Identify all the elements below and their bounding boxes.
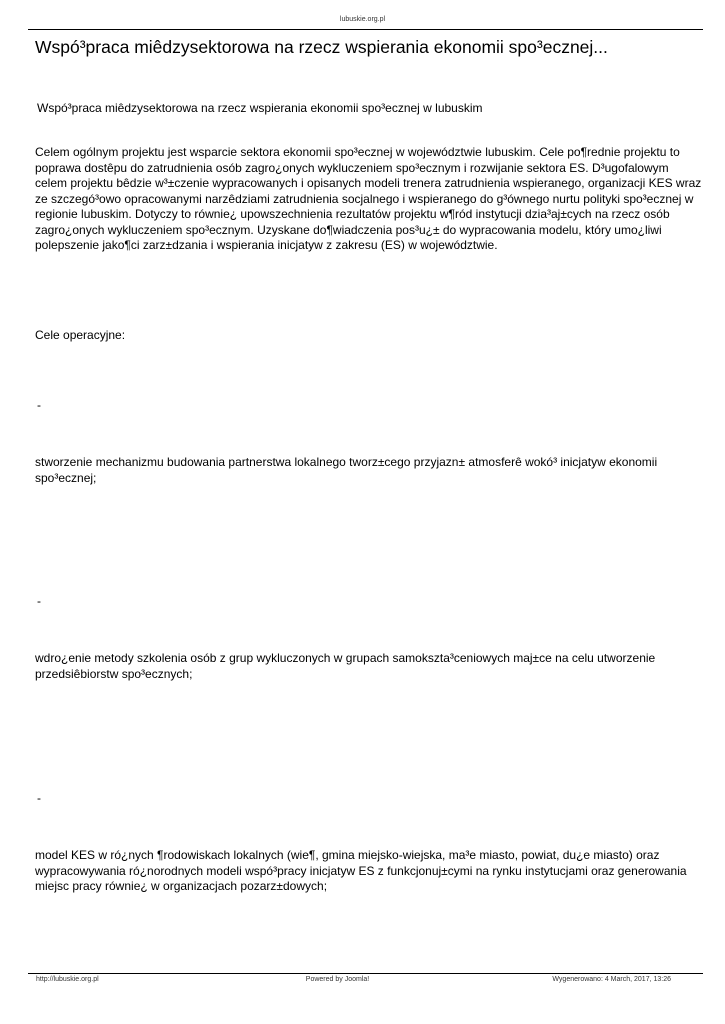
list-marker: - (37, 398, 41, 412)
footer-generated-date: Wygenerowano: 4 March, 2017, 13:26 (552, 976, 671, 983)
list-marker: - (37, 791, 41, 805)
intro-paragraph: Celem ogólnym projektu jest wsparcie sektora ekonomii spo³ecznej w województwie lubuskim. Cele po¶rednie projektu to poprawa dostêpu do zatrudnienia osób zagro¿onych wykluczeniem spo³ecznym i rozwijanie sektora ES. D³ugofalowym celem projektu bêdzie w³±czenie wypracowanych i opisanych modeli trenera zatrudnienia wspieranego, organizacji KES wraz ze szczegó³owo opracowanymi narzêdziami zatrudnienia socjalnego i wspieranego do g³ównego nurtu polityki spo³ecznej w regionie lubuskim. Dotyczy to równie¿ upowszechnienia rezultatów projektu w¶ród instytucji dzia³aj±cych na rzecz osób zagro¿onych wykluczeniem spo³ecznym. Uzyskane do¶wiadczenia pos³u¿± do wypracowania modelu, który umo¿liwi polepszenie jako¶ci zarz±dzania i wspierania inicjatyw z zakresu (ES) w województwie. (35, 145, 702, 252)
goal-item: model KES w ró¿nych ¶rodowiskach lokalnych (wie¶, gmina miejsko-wiejska, ma³e miasto, powiat, du¿e miasto) oraz wypracowywania ró¿norodnych modeli wspó³pracy inicjatyw ES z funkcjonuj±cymi na rynku instytucjami oraz generowania miejsc pracy równie¿ w organizacjach pozarz±dowych; (35, 848, 687, 893)
goal-item: wdro¿enie metody szkolenia osób z grup wykluczonych w grupach samokszta³ceniowych maj±ce na celu utworzenie przedsiêbiorstw spo³ecznych; (35, 651, 656, 681)
page-title: Wspó³praca miêdzysektorowa na rzecz wspierania ekonomii spo³ecznej... (35, 37, 608, 57)
header-source: lubuskie.org.pl (339, 16, 386, 23)
footer-powered-by: Powered by Joomla! (305, 976, 370, 983)
article-subtitle: Wspó³praca miêdzysektorowa na rzecz wspierania ekonomii spo³ecznej w lubuskim (37, 101, 483, 115)
operational-goals-heading: Cele operacyjne: (35, 328, 126, 342)
footer-divider (28, 973, 703, 974)
list-marker: - (37, 594, 41, 608)
header-divider (28, 29, 703, 30)
footer-url[interactable]: http://lubuskie.org.pl (36, 976, 99, 983)
goal-item: stworzenie mechanizmu budowania partnerstwa lokalnego tworz±cego przyjazn± atmosferê wokó³ inicjatyw ekonomii spo³ecznej; (35, 455, 658, 485)
